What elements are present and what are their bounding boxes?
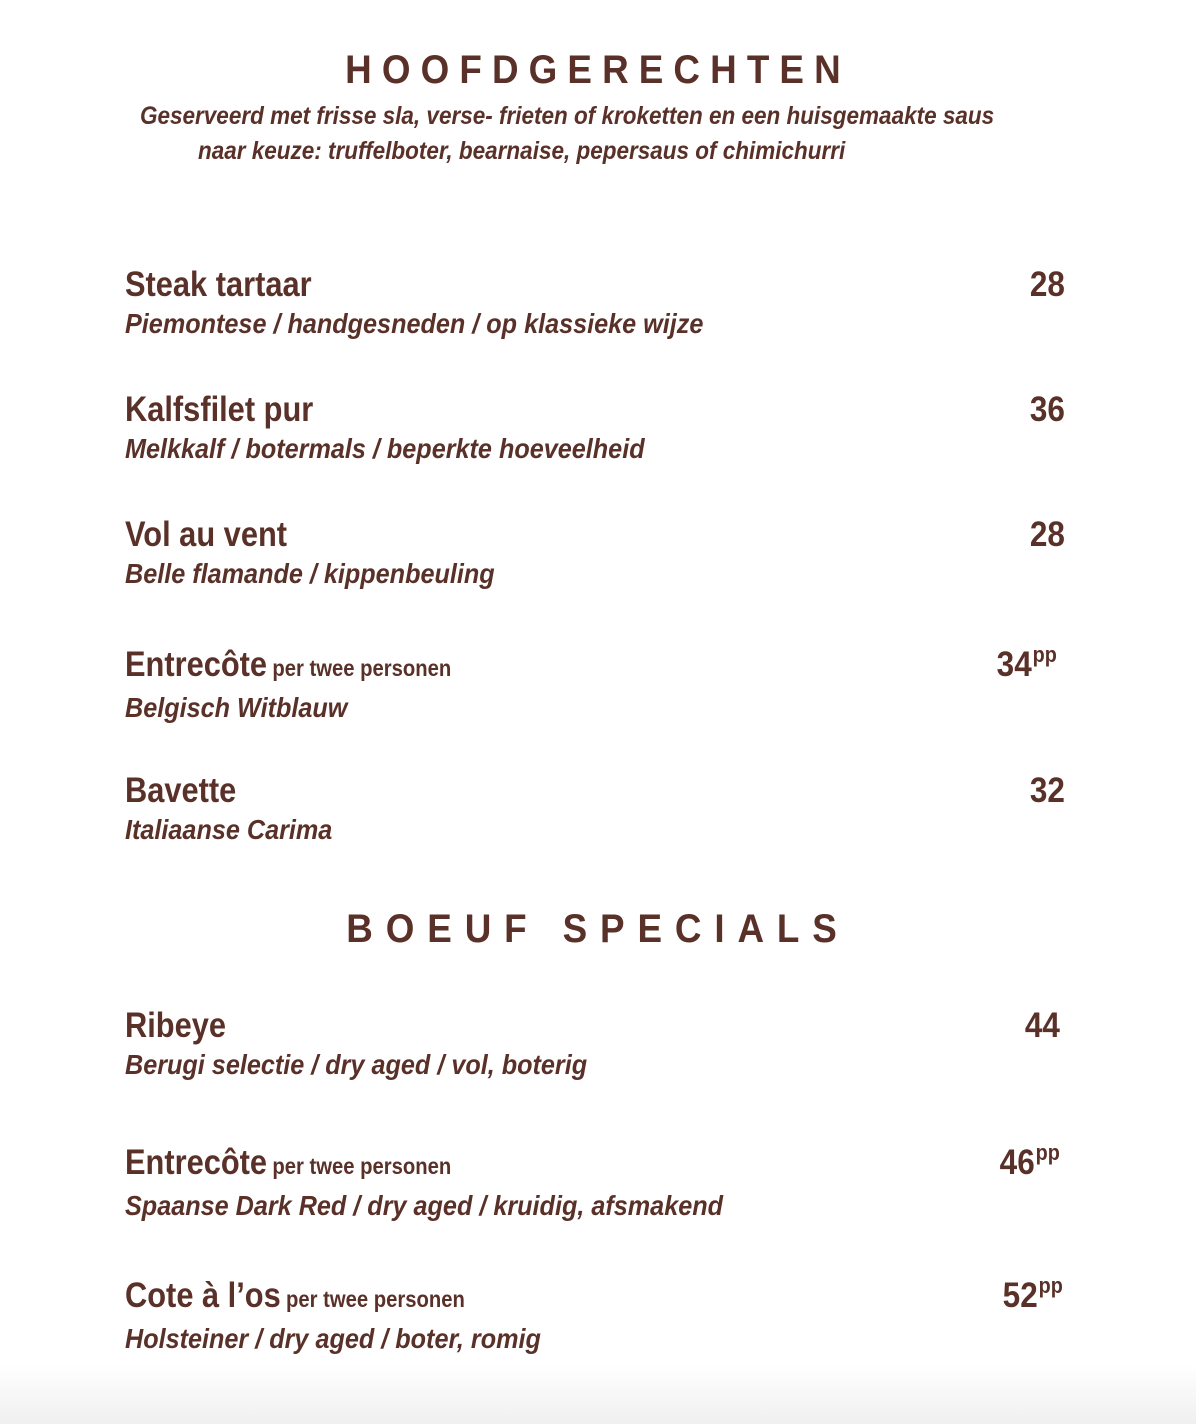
menu-item-entrecote-witblauw [125, 642, 1065, 725]
menu-item-description: Spaanse Dark Red / dry aged / kruidig, afsmakend [125, 1190, 724, 1221]
menu-item-price-suffix: pp [1035, 1140, 1060, 1165]
menu-item-price [1030, 265, 1065, 305]
menu-item-price-value: 52 [1002, 1276, 1038, 1315]
menu-item-price-value: 28 [1029, 265, 1065, 304]
menu-item-description: Belgisch Witblauw [125, 692, 348, 723]
menu-item-price-value: 32 [1029, 771, 1065, 810]
menu-item-name-text: Ribeye [125, 1006, 227, 1045]
menu-item-price-value: 46 [999, 1143, 1035, 1182]
menu-item-name-text: Steak tartaar [125, 265, 312, 304]
menu-item-name [125, 771, 236, 811]
menu-item-price [1030, 771, 1065, 811]
menu-item-kalfsfilet-pur [125, 390, 1065, 470]
menu-item-name [125, 390, 313, 430]
menu-item-price [999, 1140, 1060, 1183]
menu-item-name [125, 645, 451, 688]
menu-item-ribeye [125, 1006, 1065, 1086]
menu-item-price-value: 28 [1029, 515, 1065, 554]
menu-item-entrecote-dark-red [125, 1140, 1065, 1223]
menu-item-vol-au-vent [125, 515, 1065, 595]
menu-item-price-suffix: pp [1038, 1273, 1063, 1298]
menu-item-note: per twee personen [286, 1286, 465, 1312]
menu-item-name [125, 515, 287, 555]
menu-item-description: Berugi selectie / dry aged / vol, boterig [125, 1049, 588, 1080]
menu-item-note: per twee personen [272, 1153, 452, 1179]
menu-item-name-text: Entrecôte [125, 1143, 268, 1182]
menu-item-price [1030, 515, 1065, 555]
menu-item-name-text: Vol au vent [125, 515, 288, 554]
page-bottom-shadow [0, 1364, 1196, 1424]
menu-item-bavette [125, 771, 1065, 851]
menu-item-name [125, 265, 312, 305]
menu-item-price [1002, 1273, 1063, 1316]
menu-item-name-text: Bavette [125, 771, 237, 810]
menu-item-name-text: Kalfsfilet pur [125, 390, 314, 429]
menu-item-price-suffix: pp [1032, 642, 1057, 667]
section-title-hoofdgerechten: HOOFDGERECHTEN [345, 48, 851, 92]
menu-item-price [996, 642, 1057, 685]
menu-item-name-text: Entrecôte [125, 645, 268, 684]
menu-item-note: per twee personen [272, 655, 452, 681]
menu-item-price-value: 34 [996, 645, 1032, 684]
menu-item-description: Italiaanse Carima [125, 814, 333, 845]
menu-item-name [125, 1143, 451, 1186]
menu-item-price [1025, 1006, 1060, 1046]
menu-item-steak-tartaar [125, 265, 1065, 345]
section-subtitle-line-2: naar keuze: truffelboter, bearnaise, pepersaus of chimichurri [198, 137, 846, 165]
menu-item-name [125, 1006, 226, 1046]
menu-item-description: Piemontese / handgesneden / op klassieke wijze [125, 308, 704, 339]
menu-item-name [125, 1276, 465, 1319]
menu-item-description: Holsteiner / dry aged / boter, romig [125, 1323, 541, 1354]
menu-item-description: Melkkalf / botermals / beperkte hoeveelheid [125, 433, 645, 464]
section-subtitle-line-1: Geserveerd met frisse sla, verse- frieten of kroketten en een huisgemaakte saus [140, 102, 995, 130]
menu-item-description: Belle flamande / kippenbeuling [125, 558, 495, 589]
section-title-boeuf-specials: BOEUF SPECIALS [346, 907, 850, 951]
menu-item-cote-a-los [125, 1273, 1065, 1356]
menu-item-name-text: Cote à l’os [125, 1276, 281, 1315]
menu-item-price [1030, 390, 1065, 430]
menu-item-price-value: 36 [1029, 390, 1065, 429]
menu-item-price-value: 44 [1024, 1006, 1060, 1045]
